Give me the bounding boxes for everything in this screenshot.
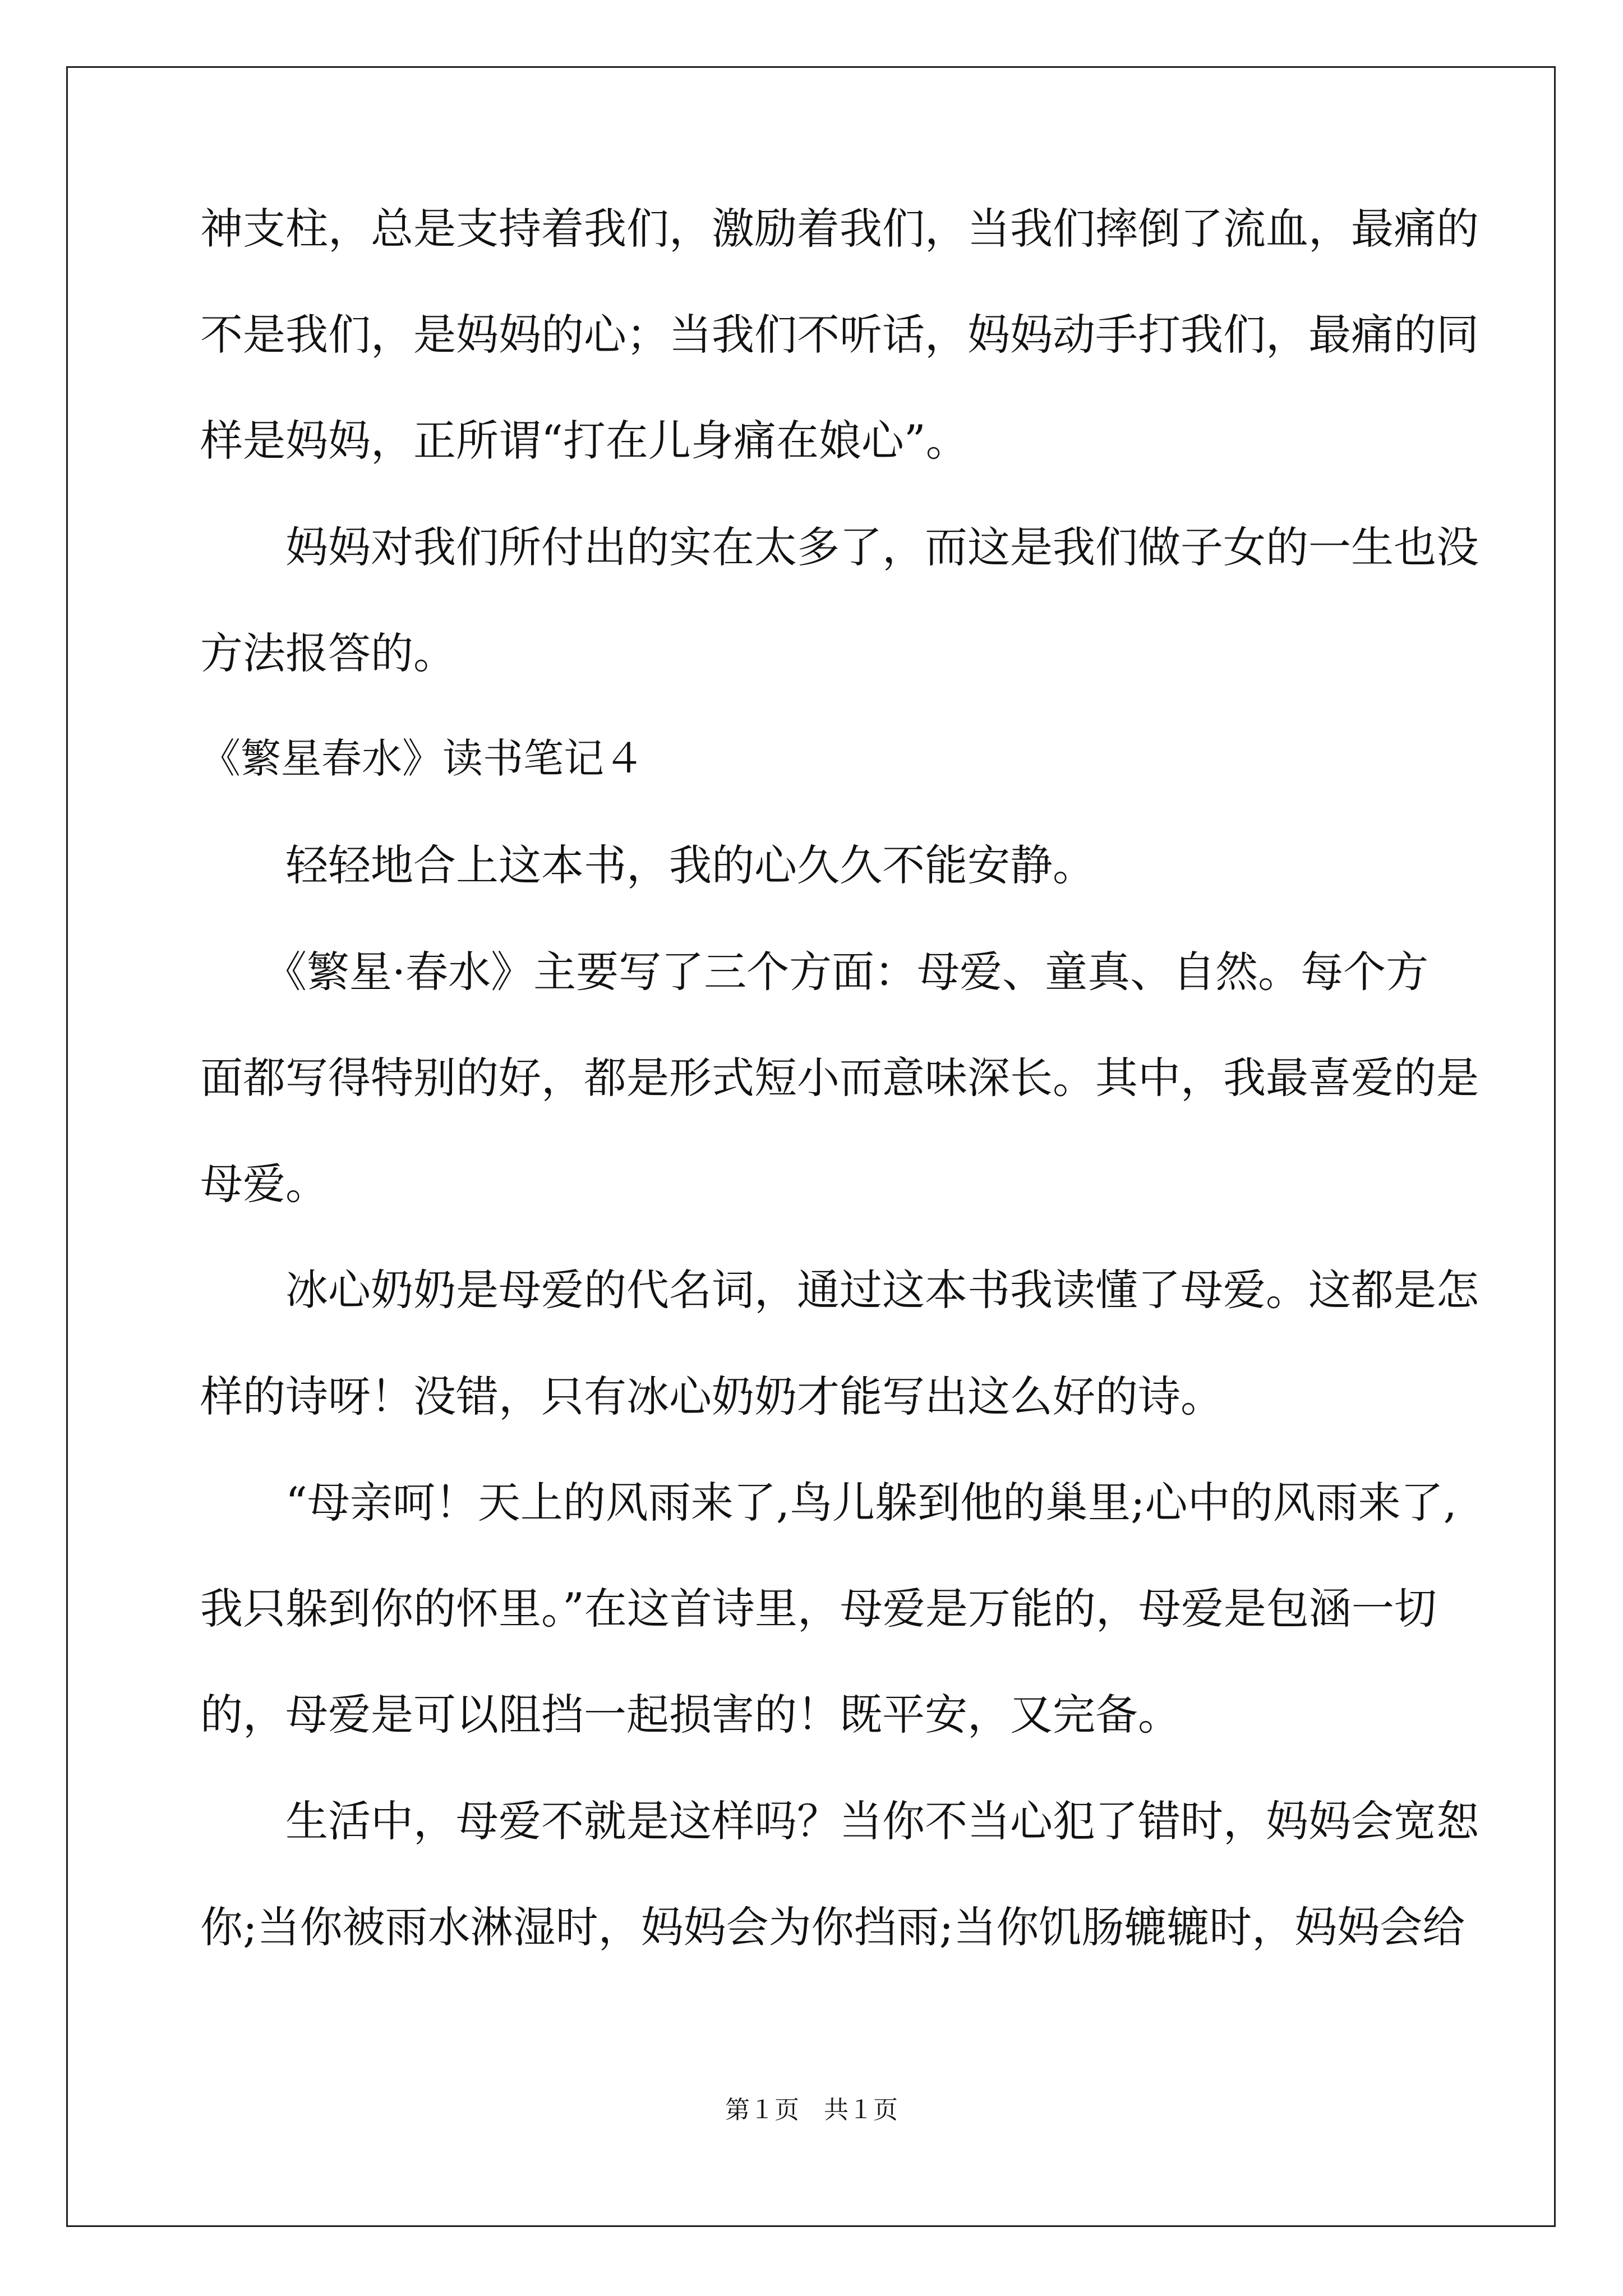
page-footer: 第１页 共１页: [725, 2096, 898, 2124]
paragraph-line: 母爱。: [200, 1159, 328, 1209]
paragraph-line: 方法报答的。: [200, 628, 456, 678]
paragraph-line: 妈妈对我们所付出的实在太多了，而这是我们做子女的一生也没: [200, 522, 1479, 572]
paragraph-line: 样的诗呀！没错，只有冰心奶奶才能写出这么好的诗。: [200, 1372, 1223, 1421]
paragraph-line: 你;当你被雨水淋湿时，妈妈会为你挡雨;当你饥肠辘辘时，妈妈会给: [200, 1902, 1465, 1952]
paragraph-line: 面都写得特别的好，都是形式短小而意味深长。其中，我最喜爱的是: [200, 1053, 1479, 1103]
paragraph-line: 生活中，母爱不就是这样吗？当你不当心犯了错时，妈妈会宽恕: [200, 1796, 1479, 1846]
paragraph-line: 我只躲到你的怀里。”在这首诗里，母爱是万能的，母爱是包涵一切: [200, 1584, 1437, 1634]
section-heading: 《繁星春水》读书笔记４: [200, 735, 645, 782]
paragraph-line: 《繁星·春水》主要写了三个方面：母爱、童真、自然。每个方: [200, 947, 1429, 997]
paragraph-line: 冰心奶奶是母爱的代名词，通过这本书我读懂了母爱。这都是怎: [200, 1265, 1479, 1315]
paragraph-line: “母亲呵！天上的风雨来了,鸟儿躲到他的巢里;心中的风雨来了,: [200, 1478, 1457, 1527]
paragraph-line: 样是妈妈，正所谓“打在儿身痛在娘心”。: [200, 416, 969, 466]
paragraph-line: 不是我们，是妈妈的心；当我们不听话，妈妈动手打我们，最痛的同: [200, 310, 1479, 360]
paragraph-line: 的，母爱是可以阻挡一起损害的！既平安，又完备。: [200, 1690, 1181, 1740]
paragraph-line: 神支柱，总是支持着我们，激励着我们，当我们摔倒了流血，最痛的: [200, 204, 1479, 254]
paragraph-line: 轻轻地合上这本书，我的心久久不能安静。: [200, 840, 1095, 890]
